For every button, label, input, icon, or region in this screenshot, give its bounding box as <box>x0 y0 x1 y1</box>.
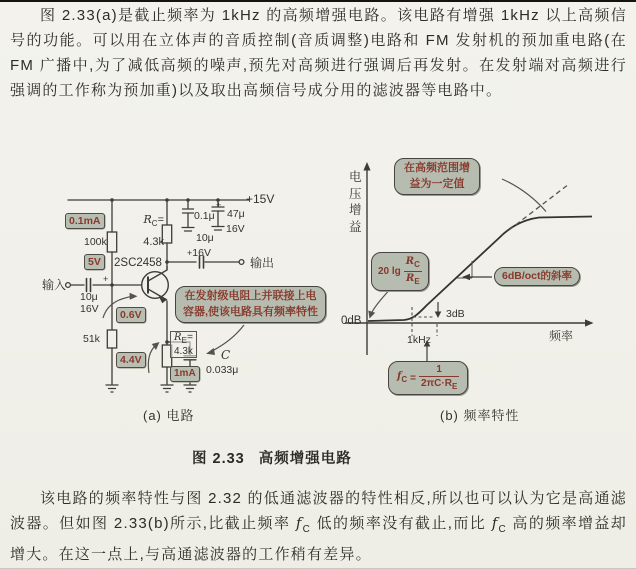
tick-1khz: 1kHz <box>407 334 431 346</box>
resistor-51k-label: 51k <box>83 333 100 345</box>
x-axis-label: 频率 <box>549 329 574 343</box>
transistor-symbol <box>142 266 169 303</box>
label-3db: 3dB <box>446 308 465 320</box>
ground-symbol <box>161 385 173 392</box>
input-label: 输入 <box>42 278 67 292</box>
emitter-cap-value: 0.033μ <box>206 364 239 376</box>
be-voltage-badge: 0.6V <box>116 307 146 323</box>
emitter-cap-name: C <box>221 348 231 362</box>
emitter-current-badge: 1mA <box>170 366 200 382</box>
output-cap-value: 10μ <box>196 232 214 244</box>
origin-label: 0dB <box>341 315 362 327</box>
supply-label: +15V <box>246 192 275 206</box>
fc-symbol: $f_C$ <box>491 514 507 535</box>
y-axis-label: 电压增益 <box>349 170 362 234</box>
paragraph-intro: 图 2.33(a)是截止频率为 1kHz 的高频增强电路。该电路有增强 1kHz 以上高频信号的功能。可以用在立体声的音质控制(音质调整)电路和 FM 发射机的预加重电路(在 FM 广播中,为了减低高频的噪声,预先对高频进行强调后再发射。在发射端对高频进行强调的工作称为预加重)以及取出高频信号成分用的滤波器等电路中。 <box>10 7 627 99</box>
slope-callout: 6dB/oct的斜率 <box>494 267 580 286</box>
caption-b: (b) 频率特性 <box>440 408 520 423</box>
figure-caption: 图 2.33 高频增强电路 <box>192 451 352 467</box>
re-label: $R_E=$ 4.3k <box>170 331 197 358</box>
input-cap-voltage: 16V <box>80 303 99 315</box>
transistor-label: 2SC2458 <box>114 257 162 269</box>
caption-a: (a) 电路 <box>143 408 195 423</box>
paragraph-discussion: 该电路的频率特性与图 2.32 的低通滤波器的特性相反,所以也可以认为它是高通滤波器。但如图 2.33(b)所示,比截止频率 $f_C$ 低的频率没有截止,而比 $f_C$ 高的频率增益却增大。在这一点上,与高通滤波器的工作稍有差异。 <box>10 490 627 563</box>
scan-edge-top <box>0 0 636 2</box>
asymptote-dashed <box>509 184 569 230</box>
bypass-cap2-voltage: 16V <box>226 223 245 235</box>
base-current-badge: 0.1mA <box>65 213 105 229</box>
emitter-voltage-badge: 4.4V <box>116 352 146 368</box>
gain-formula-callout: 20 lg $\frac{R_C}{R_E}$ <box>371 252 429 291</box>
input-cap-polarity: + <box>103 274 109 284</box>
base-voltage-badge: 5V <box>84 254 105 270</box>
bypass-cap2-polarity: + <box>216 200 222 210</box>
input-cap-value: 10μ <box>80 291 98 303</box>
output-label: 输出 <box>250 256 275 270</box>
circuit-callout: 在发射级电阻上并联接上电 容器,使该电路具有频率特性 <box>175 286 326 323</box>
bypass-cap1-label: 0.1μ <box>194 210 215 222</box>
bypass-cap2-value: 47μ <box>227 208 245 220</box>
flat-gain-callout: 在高频范围增 益为一定值 <box>394 158 480 195</box>
resistor-100k-label: 100k <box>84 236 107 248</box>
fc-symbol: $f_C$ <box>295 514 312 535</box>
reference-dashes <box>412 307 437 336</box>
ground-symbol <box>106 385 118 392</box>
rc-label: $R_C=$ 4.3k <box>143 213 164 249</box>
ground-symbol <box>184 385 196 392</box>
output-cap-voltage: +16V <box>187 247 211 259</box>
cutoff-formula-callout: $f_C$ = $\frac{1}{2\pi C\cdot R_E}$ <box>388 361 468 395</box>
